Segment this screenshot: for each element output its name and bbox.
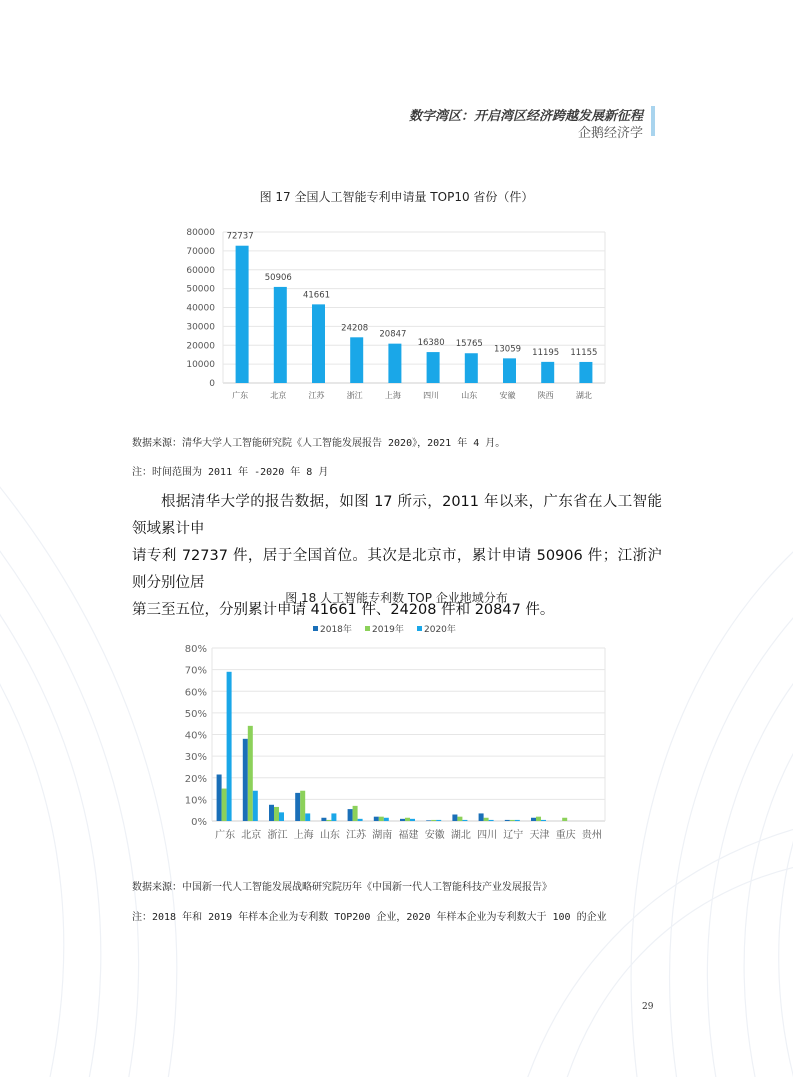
x-tick-label: 安徽	[499, 391, 516, 400]
x-tick-label: 上海	[293, 830, 314, 841]
bar	[295, 793, 300, 821]
y-tick-label: 0	[209, 379, 215, 389]
figure18-chart	[180, 618, 610, 850]
x-tick-label: 福建	[398, 830, 419, 841]
y-tick-label: 20%	[184, 773, 207, 785]
figure17-title: 图 17 全国人工智能专利申请量 TOP10 省份（件）	[259, 190, 534, 204]
bar	[388, 344, 401, 383]
bar	[279, 812, 284, 821]
data-label: 11195	[532, 347, 560, 358]
bar	[515, 820, 520, 821]
x-tick-label: 北京	[270, 391, 287, 400]
bar	[462, 820, 467, 821]
y-tick-label: 30000	[186, 322, 215, 333]
paragraph-line-2: 请专利 72737 件，居于全国首位。其次是北京市，累计申请 50906 件；江浙沪则分别位居	[132, 548, 662, 591]
bar	[562, 818, 567, 821]
bar	[465, 353, 478, 383]
page-header	[0, 0, 793, 150]
bar	[452, 815, 457, 821]
x-tick-label: 安徽	[424, 830, 445, 841]
bar	[510, 820, 515, 821]
figure17-note: 注：时间范围为 2011 年 -2020 年 8 月	[132, 467, 329, 478]
bar	[503, 358, 516, 383]
header-title: 数字湾区：开启湾区经济跨越发展新征程	[408, 109, 643, 124]
data-label: 20847	[379, 329, 407, 340]
x-tick-label: 湖北	[450, 830, 471, 841]
x-tick-label: 广东	[215, 830, 236, 841]
bar	[350, 337, 363, 383]
bar	[331, 813, 336, 821]
y-tick-label: 80000	[186, 228, 215, 238]
y-tick-label: 80%	[184, 644, 207, 655]
x-tick-label: 上海	[384, 391, 401, 400]
y-tick-label: 50%	[184, 708, 207, 720]
bar	[227, 672, 232, 821]
legend-label: 2020年	[424, 625, 456, 635]
bar	[536, 817, 541, 821]
x-tick-label: 江苏	[346, 830, 367, 841]
x-tick-label: 湖南	[372, 830, 393, 841]
data-label: 16380	[417, 338, 445, 349]
bar	[358, 819, 363, 821]
data-label: 50906	[264, 272, 292, 283]
x-tick-label: 浙江	[346, 391, 363, 400]
legend-swatch	[417, 626, 422, 631]
bar	[457, 817, 462, 821]
bar	[489, 820, 494, 821]
bar	[431, 820, 436, 821]
x-tick-label: 贵州	[581, 830, 602, 841]
legend-label: 2018年	[320, 625, 352, 635]
x-tick-label: 天津	[529, 830, 550, 841]
bar	[253, 791, 258, 821]
figure17-source: 数据来源：清华大学人工智能研究院《人工智能发展报告 2020》，2021 年 4 月。	[132, 438, 506, 449]
bar	[405, 818, 410, 821]
page-number: 29	[642, 1002, 654, 1012]
figure18-note: 注：2018 年和 2019 年样本企业为专利数 TOP200 企业，2020 年样本企业为专利数大于 100 的企业	[132, 912, 607, 923]
x-tick-label: 江苏	[308, 391, 325, 400]
y-tick-label: 0%	[191, 817, 207, 828]
bar	[410, 819, 415, 821]
y-tick-label: 30%	[184, 752, 207, 764]
x-tick-label: 重庆	[555, 830, 576, 841]
bar	[248, 726, 253, 821]
y-tick-label: 10000	[186, 360, 215, 371]
bar	[353, 806, 358, 821]
header-subtitle: 企鹅经济学	[577, 126, 643, 141]
bar	[426, 820, 431, 821]
data-label: 41661	[302, 290, 331, 301]
bar	[326, 820, 331, 821]
y-tick-label: 60%	[184, 687, 207, 699]
y-tick-label: 40%	[184, 730, 207, 742]
paragraph-line-3: 第三至五位，分别累计申请 41661 件、24208 件和 20847 件。	[132, 602, 555, 618]
bar	[274, 287, 287, 383]
bar	[541, 820, 546, 821]
bar	[541, 362, 554, 383]
legend-swatch	[365, 626, 370, 631]
data-label: 13059	[493, 344, 522, 355]
bar	[479, 813, 484, 821]
figure17-chart	[180, 215, 610, 410]
x-tick-label: 湖北	[575, 391, 592, 400]
x-tick-label: 山东	[319, 830, 340, 841]
bar	[243, 739, 248, 821]
x-tick-label: 四川	[423, 391, 440, 400]
y-tick-label: 40000	[186, 303, 215, 314]
y-tick-label: 60000	[186, 265, 215, 276]
bar	[505, 820, 510, 821]
bar	[531, 818, 536, 821]
bar	[400, 819, 405, 821]
bar	[427, 352, 440, 383]
y-tick-label: 70%	[184, 665, 207, 677]
bar	[379, 817, 384, 821]
header-accent-bar	[651, 106, 655, 136]
bar	[312, 304, 325, 383]
figure18-source: 数据来源：中国新一代人工智能发展战略研究院历年《中国新一代人工智能科技产业发展报告》	[132, 882, 552, 893]
bar	[217, 775, 222, 821]
y-tick-label: 10%	[184, 795, 207, 807]
bar	[236, 246, 249, 383]
bar	[222, 789, 227, 821]
data-label: 24208	[341, 323, 369, 334]
data-label: 11155	[570, 347, 598, 358]
x-tick-label: 山东	[461, 391, 478, 400]
bar	[348, 809, 353, 821]
bar	[321, 818, 326, 821]
bar	[305, 813, 310, 821]
data-label: 15765	[455, 339, 483, 350]
bar	[374, 817, 379, 821]
x-tick-label: 北京	[241, 830, 262, 841]
legend-swatch	[313, 626, 318, 631]
paragraph-line-1: 根据清华大学的报告数据，如图 17 所示，2011 年以来，广东省在人工智能领域累计申	[132, 494, 662, 537]
x-tick-label: 浙江	[267, 830, 288, 841]
figure18-title: 图 18 人工智能专利数 TOP 企业地域分布	[285, 591, 508, 605]
bar	[436, 820, 441, 821]
y-tick-label: 20000	[186, 341, 215, 352]
bar	[579, 362, 592, 383]
x-tick-label: 陕西	[537, 391, 554, 400]
bar	[384, 818, 389, 821]
bar	[484, 818, 489, 821]
x-tick-label: 四川	[477, 830, 498, 841]
y-tick-label: 70000	[186, 246, 215, 257]
legend-label: 2019年	[372, 625, 404, 635]
bar	[300, 791, 305, 821]
x-tick-label: 辽宁	[503, 830, 524, 841]
x-tick-label: 广东	[232, 391, 249, 400]
data-label: 72737	[226, 231, 254, 242]
bar	[274, 807, 279, 821]
y-tick-label: 50000	[186, 284, 215, 295]
bar	[269, 805, 274, 821]
